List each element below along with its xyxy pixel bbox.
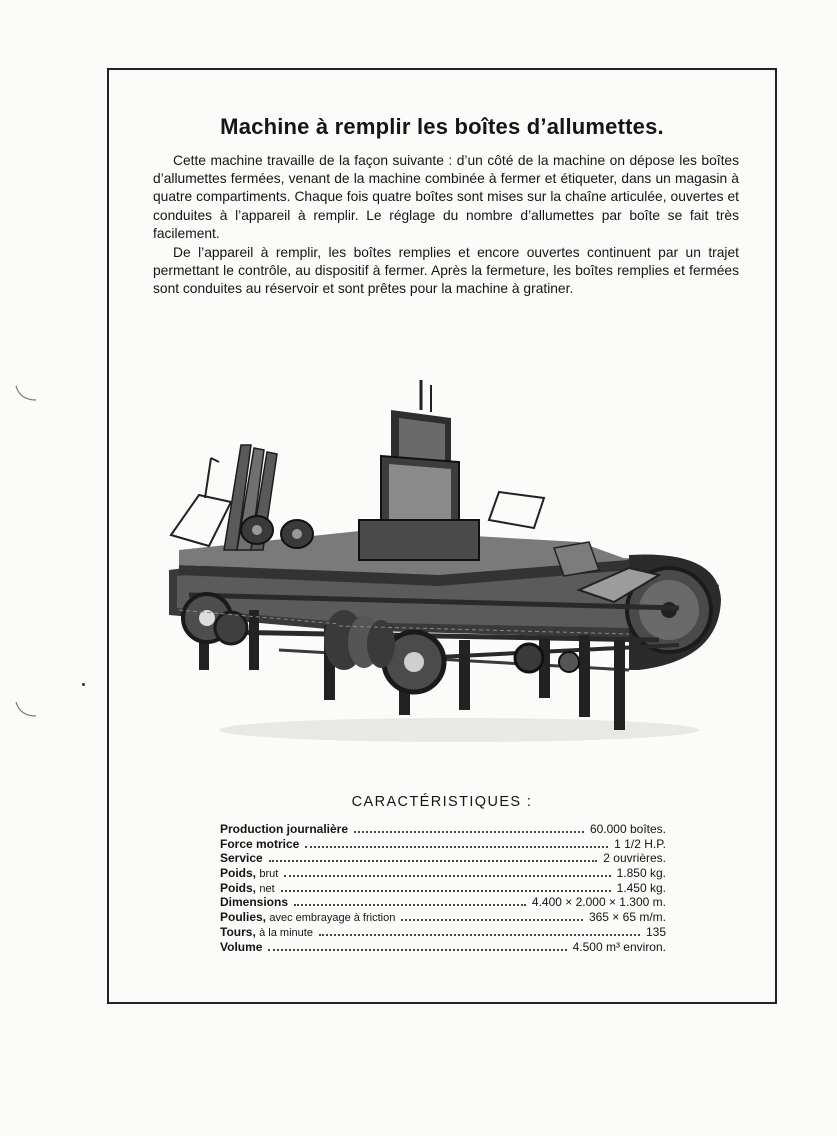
spec-note: à la minute xyxy=(259,926,313,939)
spec-row xyxy=(220,822,666,837)
spec-label: Poulies, xyxy=(220,910,267,925)
spec-value: 2 ouvrières. xyxy=(603,851,666,866)
dot-leader xyxy=(269,860,598,862)
spec-row xyxy=(220,910,666,925)
spec-note: avec embrayage à friction xyxy=(269,912,396,925)
dot-leader xyxy=(281,890,611,892)
page-title: Machine à remplir les boîtes d’allumettes. xyxy=(220,114,664,139)
spec-label: Volume xyxy=(220,939,263,954)
spec-row xyxy=(220,895,666,910)
spec-row xyxy=(220,881,666,896)
spec-row xyxy=(220,925,666,940)
specs-heading: CARACTÉRISTIQUES : xyxy=(351,794,533,810)
description-paragraph-2: De l’appareil à remplir, les boîtes remplies et encore ouvertes continuent par un trajet permettant le contrôle, au dispositif à fermer. Après la fermeture, les boîtes remplies et fermées sont conduites au réservoir et sont prêtes pour la machine à gratiner. xyxy=(153,245,739,297)
spec-row xyxy=(220,866,666,881)
dot-leader xyxy=(401,919,583,921)
description-paragraph-1: Cette machine travaille de la façon suivante : d’un côté de la machine on dépose les boîtes d’allumettes fermées, venant de la machine combinée à fermer et étiqueter, dans un magasin à quatre compartiments. Chaque fois quatre boîtes sont mises sur la chaîne articulée, ouvertes et conduites à l’appareil à remplir. Le réglage du nombre d’allumettes par boîte se fait très facilement. xyxy=(153,153,739,241)
dot-leader xyxy=(319,934,640,936)
spec-value: 1.850 kg. xyxy=(616,866,666,881)
spec-label: Service xyxy=(220,851,263,866)
spec-value: 60.000 boîtes. xyxy=(589,822,666,836)
spec-label: Force motrice xyxy=(220,836,300,851)
spec-value: 365 × 65 m/m. xyxy=(588,910,666,925)
dot-leader xyxy=(305,846,608,848)
specs-list xyxy=(220,822,666,954)
margin-notch-mark xyxy=(14,700,38,722)
spec-value: 1.450 kg. xyxy=(616,880,666,895)
spec-note: brut xyxy=(259,868,279,881)
spec-label: Poids, xyxy=(220,866,257,881)
spec-value: 1 1/2 H.P. xyxy=(614,836,666,851)
margin-notch-mark xyxy=(14,384,38,406)
spec-note: net xyxy=(259,882,275,895)
margin-dot xyxy=(82,683,85,686)
dot-leader xyxy=(284,875,610,877)
spec-value: 4.400 × 2.000 × 1.300 m. xyxy=(531,895,666,910)
spec-label: Tours, xyxy=(220,924,256,939)
dot-leader xyxy=(354,831,584,833)
spec-value: 4.500 m³ environ. xyxy=(572,939,666,954)
spec-value: 135 xyxy=(645,924,666,939)
page-frame xyxy=(107,68,777,1004)
spec-label: Production journalière xyxy=(220,822,349,836)
dot-leader xyxy=(268,949,566,951)
dot-leader xyxy=(294,904,526,906)
spec-row xyxy=(220,940,666,955)
spec-row xyxy=(220,837,666,852)
spec-label: Poids, xyxy=(220,880,257,895)
spec-label: Dimensions xyxy=(220,895,289,910)
machine-illustration xyxy=(159,370,725,750)
spec-row xyxy=(220,851,666,866)
